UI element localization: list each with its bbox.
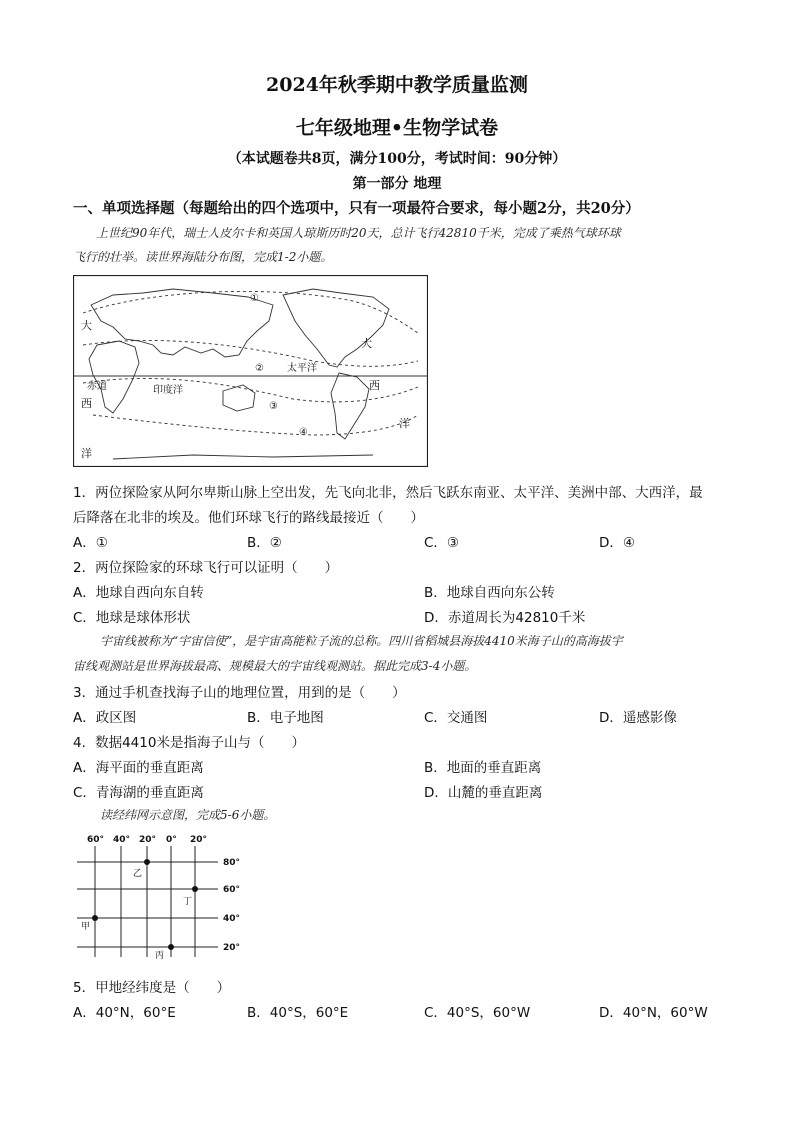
lon-label: 20°: [139, 835, 157, 845]
map-label: 洋: [81, 447, 92, 460]
q4-stem: 4．数据4410米是指海子山与（ ）: [73, 735, 305, 751]
q4-option-c[interactable]: C．青海湖的垂直距离: [73, 785, 204, 801]
q5-option-b[interactable]: B．40°S，60°E: [247, 1005, 349, 1021]
map-label: 大: [361, 337, 372, 350]
q4-option-a[interactable]: A．海平面的垂直距离: [73, 760, 204, 776]
q1-option-a[interactable]: A．①: [73, 535, 108, 551]
exam-info: （本试题卷共8页，满分100分，考试时间：90分钟）: [227, 151, 567, 167]
passage2-line2: 宙线观测站是世界海拔最高、规模最大的宇宙线观测站。据此完成3-4小题。: [73, 659, 477, 673]
q3-option-d[interactable]: D．遥感影像: [599, 710, 677, 726]
passage3-line1: 读经纬网示意图，完成5-6小题。: [100, 808, 276, 822]
lat-label: 20°: [223, 943, 241, 953]
lon-label: 0°: [166, 835, 177, 845]
exam-title: 2024年秋季期中教学质量监测: [266, 74, 528, 96]
map-label: 西: [369, 379, 380, 392]
q3-stem: 3．通过手机查找海子山的地理位置，用到的是（ ）: [73, 685, 406, 701]
q1-stem-line2: 后降落在北非的埃及。他们环球飞行的路线最接近（ ）: [73, 510, 424, 526]
map-label: 赤道: [87, 381, 107, 392]
point-label: 甲: [81, 922, 91, 932]
q3-option-b[interactable]: B．电子地图: [247, 710, 324, 726]
q3-option-c[interactable]: C．交通图: [424, 710, 488, 726]
route-label: ①: [250, 293, 259, 304]
q1-option-c[interactable]: C．③: [424, 535, 460, 551]
q5-stem: 5．甲地经纬度是（ ）: [73, 980, 231, 996]
point-label: 乙: [133, 869, 143, 879]
point-label: 丁: [183, 897, 193, 907]
lon-label: 40°: [113, 835, 131, 845]
q5-option-a[interactable]: A．40°N，60°E: [73, 1005, 176, 1021]
lat-label: 60°: [223, 885, 241, 895]
lon-label: 20°: [190, 835, 208, 845]
q2-option-b[interactable]: B．地球自西向东公转: [424, 585, 555, 601]
point-jia: [92, 915, 98, 921]
exam-subtitle: 七年级地理•生物学试卷: [295, 117, 499, 139]
map-label: 洋: [399, 417, 410, 430]
point-label: 丙: [155, 951, 165, 961]
passage1-line1: 上世纪90年代，瑞士人皮尔卡和英国人琼斯历时20天，总计飞行42810千米，完成了乘热气球环球: [96, 226, 621, 240]
q1-option-d[interactable]: D．④: [599, 535, 635, 551]
lat-label: 40°: [223, 914, 241, 924]
passage2-line1: 宇宙线被称为“宇宙信使”，是宇宙高能粒子流的总称。四川省稻城县海拔4410米海子山的高海拔宇: [100, 634, 623, 648]
q2-stem: 2．两位探险家的环球飞行可以证明（ ）: [73, 560, 339, 576]
q4-option-d[interactable]: D．山麓的垂直距离: [424, 785, 543, 801]
point-yi: [144, 859, 150, 865]
q1-option-b[interactable]: B．②: [247, 535, 282, 551]
point-bing: [168, 944, 174, 950]
map-label: 太平洋: [287, 363, 317, 374]
lon-label: 60°: [87, 835, 105, 845]
map-label: 大: [81, 319, 92, 332]
grid-figure: [73, 832, 258, 962]
q2-option-d[interactable]: D．赤道周长为42810千米: [424, 610, 586, 626]
q5-option-c[interactable]: C．40°S，60°W: [424, 1005, 531, 1021]
world-map-figure: [73, 275, 428, 467]
lat-label: 80°: [223, 858, 241, 868]
q2-option-a[interactable]: A．地球自西向东自转: [73, 585, 204, 601]
q5-option-d[interactable]: D．40°N，60°W: [599, 1005, 708, 1021]
q4-option-b[interactable]: B．地面的垂直距离: [424, 760, 542, 776]
route-label: ③: [269, 401, 278, 412]
route-label: ④: [299, 427, 308, 438]
q3-option-a[interactable]: A．政区图: [73, 710, 137, 726]
q1-stem-line1: 1．两位探险家从阿尔卑斯山脉上空出发，先飞向北非，然后飞跃东南亚、太平洋、美洲中部、大西洋，最: [73, 485, 703, 501]
point-ding: [192, 886, 198, 892]
map-label: 西: [81, 397, 92, 410]
passage1-line2: 飞行的壮举。读世界海陆分布图，完成1-2小题。: [73, 250, 333, 264]
section-title: 一、单项选择题（每题给出的四个选项中，只有一项最符合要求，每小题2分，共20分）: [73, 200, 640, 217]
part-title: 第一部分 地理: [352, 176, 442, 192]
q2-option-c[interactable]: C．地球是球体形状: [73, 610, 191, 626]
route-label: ②: [255, 363, 264, 374]
map-label: 印度洋: [153, 385, 183, 396]
